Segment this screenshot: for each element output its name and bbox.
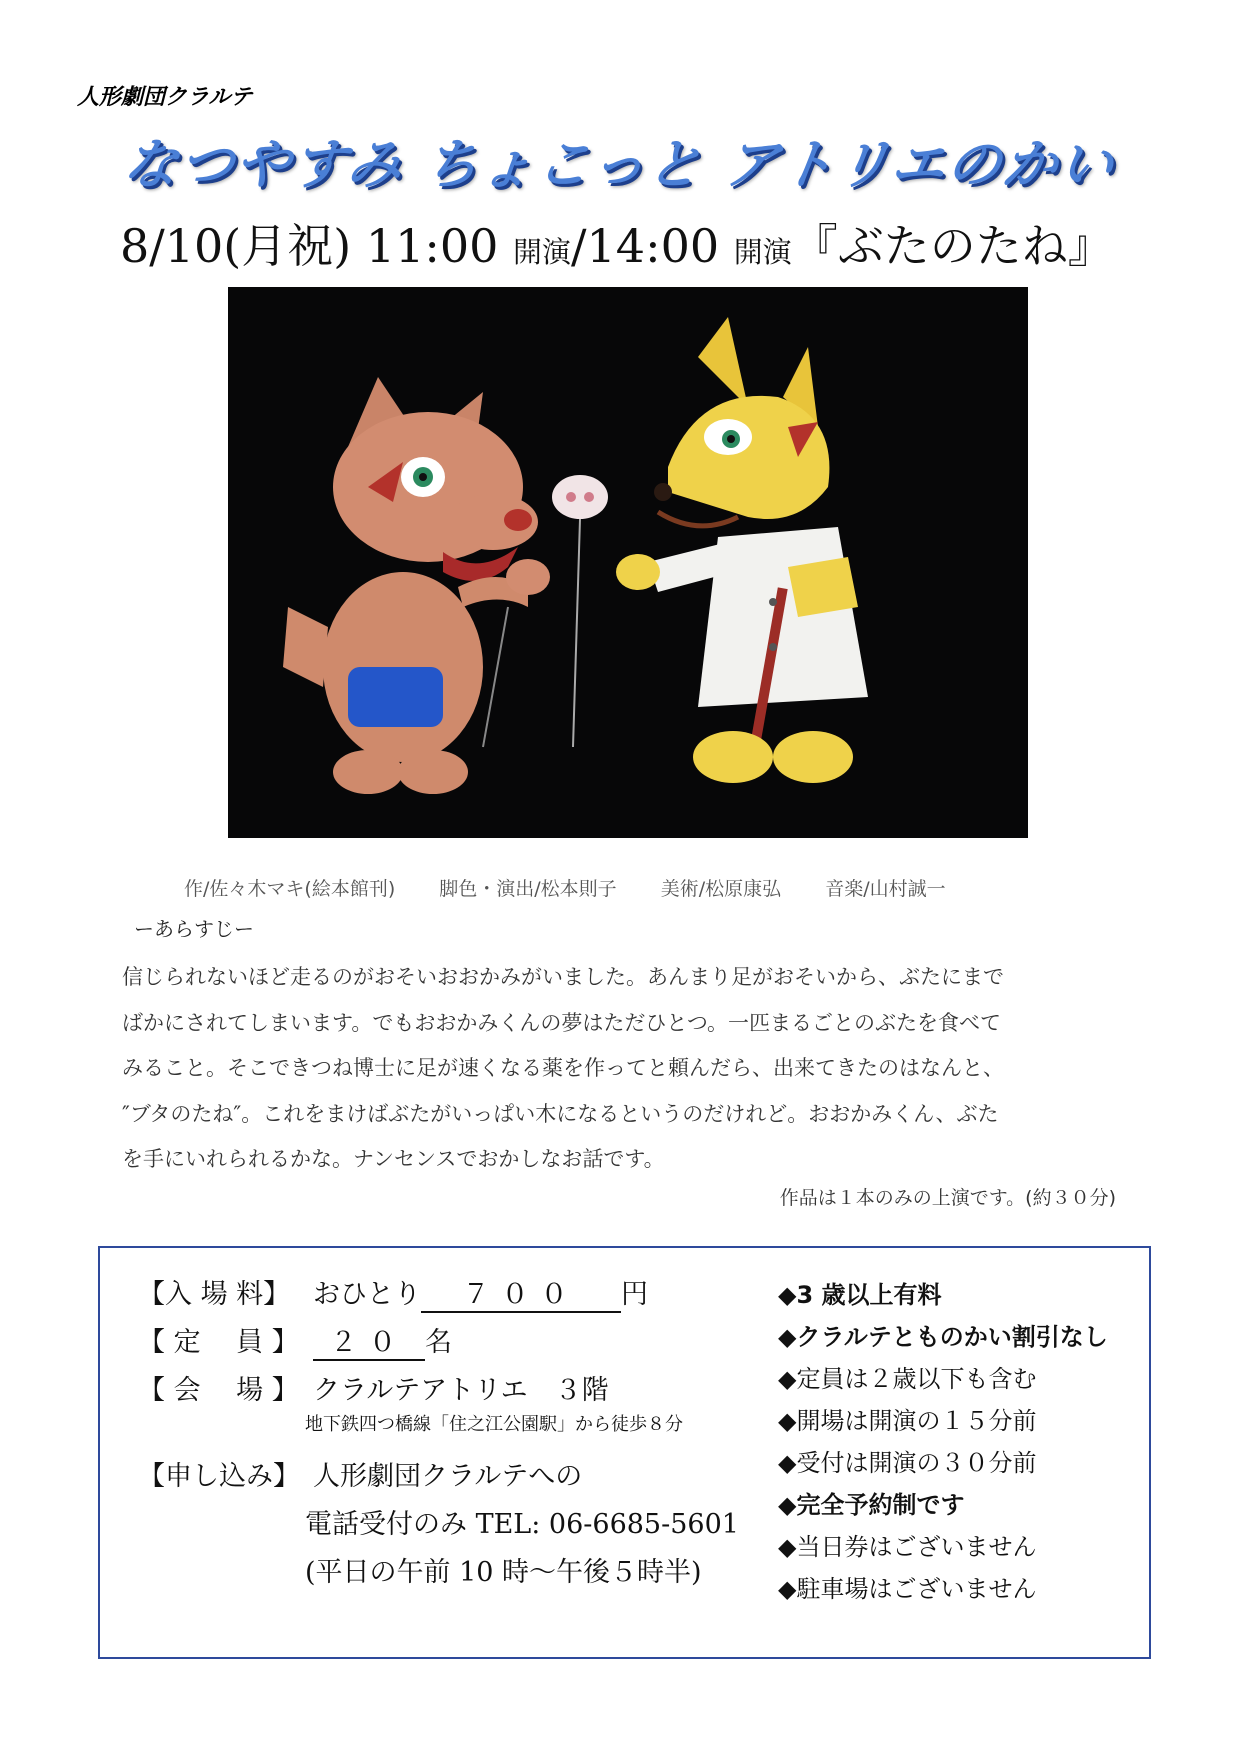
synopsis-line: ″ブタのたね″。これをまけばぶたがいっぱい木になるというのだけれど。おおかみくん、ぶた (122, 1101, 999, 1126)
note-item: ◆受付は開演の３０分前 (778, 1449, 1037, 1477)
synopsis-heading: ーあらすじー (134, 917, 254, 941)
fee-unit: 円 (621, 1279, 648, 1310)
note-item: ◆定員は２歳以下も含む (778, 1365, 1037, 1393)
time-second: /14:00 (571, 219, 720, 273)
fee-label: 【入 場 料】 (138, 1279, 291, 1310)
date-day: 8/10(月祝) (120, 219, 352, 273)
venue-access: 地下鉄四つ橋線「住之江公園駅」から徒歩８分 (305, 1414, 683, 1435)
note-item: ◆当日券はございません (778, 1533, 1037, 1561)
credit-art: 美術/松原康弘 (660, 878, 782, 900)
credit-music: 音楽/山村誠一 (825, 878, 946, 900)
fee-row (138, 1272, 648, 1313)
apply-line-2: 電話受付のみ TEL: 06-6685-5601 (305, 1509, 739, 1540)
credit-director: 脚色・演出/松本則子 (439, 878, 617, 900)
puppet-photo (228, 287, 1028, 838)
credits-line (184, 874, 984, 901)
synopsis-line: 信じられないほど走るのがおそいおおかみがいました。あんまり足がおそいから、ぶたにまで (122, 965, 1004, 989)
venue-label: 【 会 場 】 (138, 1375, 299, 1406)
credit-author: 作/佐々木マキ(絵本館刊) (184, 878, 396, 900)
notes-list (778, 1274, 1108, 1610)
capacity-label: 【 定 員 】 (138, 1327, 299, 1358)
apply-row (138, 1454, 582, 1493)
organization-name: 人形劇団クラルテ (77, 85, 253, 110)
time-first: 11:00 (365, 219, 499, 273)
kaien-label-2: 開演 (733, 235, 792, 269)
apply-line-1: 人形劇団クラルテへの (313, 1461, 583, 1492)
note-item: ◆3 歳以上有料 (778, 1281, 942, 1309)
capacity-value: ２０ (313, 1320, 425, 1361)
fee-prefix: おひとり (313, 1279, 421, 1310)
info-box (98, 1246, 1151, 1659)
performance-date-line (120, 210, 1114, 276)
capacity-unit: 名 (425, 1327, 452, 1358)
venue-row (138, 1368, 609, 1407)
note-item: ◆クラルテとものかい割引なし (778, 1323, 1108, 1351)
duration-note: 作品は１本のみの上演です。(約３０分) (779, 1187, 1116, 1209)
synopsis-line: を手にいれられるかな。ナンセンスでおかしなお話です。 (122, 1147, 665, 1171)
kaien-label-1: 開演 (513, 235, 572, 269)
event-title: なつやすみ ちょこっと アトリエのかい (119, 133, 1120, 196)
play-title: 『ぶたのたね』 (791, 219, 1114, 273)
note-item: ◆完全予約制です (778, 1491, 965, 1519)
venue-value: クラルテアトリエ ３階 (313, 1375, 609, 1406)
capacity-row (138, 1320, 452, 1361)
note-item: ◆駐車場はございません (778, 1575, 1037, 1603)
synopsis-text (122, 955, 1122, 1183)
apply-label: 【申し込み】 (138, 1461, 300, 1492)
fee-value: ７００ (421, 1272, 621, 1313)
apply-line-3: (平日の午前 10 時～午後５時半) (305, 1557, 702, 1588)
synopsis-line: みること。そこできつね博士に足が速くなる薬を作ってと頼んだら、出来てきたのはなんと、 (122, 1056, 1004, 1080)
synopsis-line: ばかにされてしまいます。でもおおかみくんの夢はただひとつ。一匹まるごとのぶたを食べて (122, 1010, 1002, 1035)
note-item: ◆開場は開演の１５分前 (778, 1407, 1037, 1435)
